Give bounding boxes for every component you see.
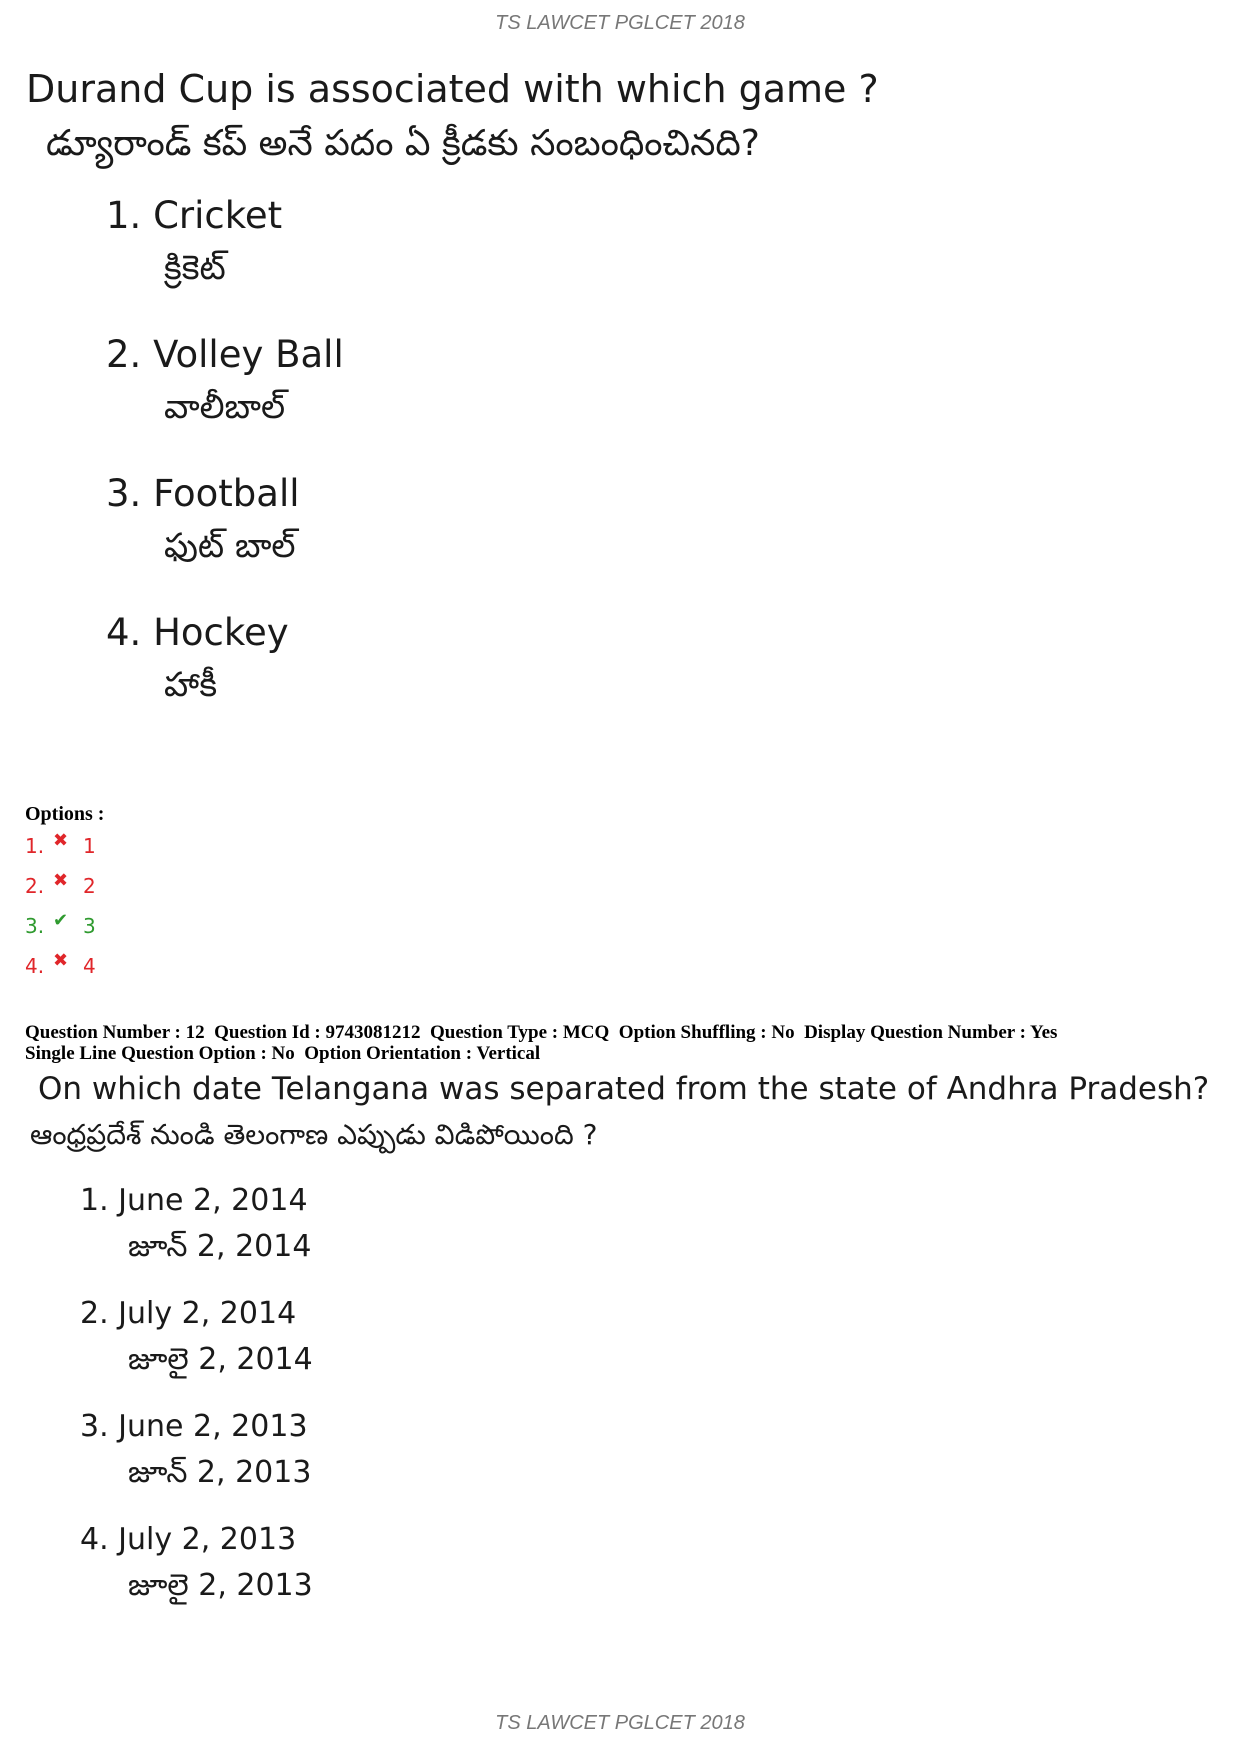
answer-option-row [25,826,104,866]
page-footer: TS LAWCET PGLCET 2018 [495,1712,745,1734]
options-label: Options : [25,803,105,825]
choice-telugu: వాలీబాల్ [164,387,286,427]
answer-option-number: 3. [25,914,45,938]
cross-icon: ✖ [53,829,69,851]
cross-icon: ✖ [53,949,69,971]
metadata-line-1: Question Number : 12 Question Id : 9743081212 Question Type : MCQ Option Shuffling : No Display Question Number : Yes [25,1022,1058,1043]
answer-option-row [25,906,104,946]
choice-telugu: హాకీ [164,665,218,705]
question-1-title-telugu: డ్యూరాండ్ కప్ అనే పదం ఏ క్రీడకు సంబంధించినది? [46,123,760,164]
question-1-choices [106,190,1216,746]
choice-english: 1. Cricket [106,194,283,237]
answer-option-row [25,866,104,906]
metadata-line-2: Single Line Question Option : No Option Orientation : Vertical [25,1043,541,1064]
answer-option-value: 1 [83,834,96,858]
answer-option-number: 2. [25,874,45,898]
check-icon: ✔ [53,909,69,931]
answer-option-number: 4. [25,954,45,978]
question-2 [30,1066,1220,1630]
question-2-choices [80,1178,1220,1630]
question-2-metadata [25,1022,1225,1064]
choice-english: 3. June 2, 2013 [80,1409,308,1444]
question-1-choice [106,190,1216,329]
question-2-choice [80,1404,1220,1517]
question-2-choice [80,1291,1220,1404]
question-1-choice [106,468,1216,607]
answer-option-row [25,946,104,986]
choice-telugu: ఫుట్ బాల్ [164,526,296,566]
answer-options [25,802,104,986]
question-2-choice [80,1517,1220,1630]
choice-telugu: జూన్ 2, 2013 [128,1455,312,1490]
choice-english: 4. Hockey [106,611,289,654]
choice-english: 1. June 2, 2014 [80,1183,308,1218]
cross-icon: ✖ [53,869,69,891]
question-2-choice [80,1178,1220,1291]
question-1-choice [106,607,1216,746]
answer-option-value: 3 [83,914,96,938]
choice-telugu: జూన్ 2, 2014 [128,1229,312,1264]
question-2-title-telugu: ఆంధ్రప్రదేశ్ నుండి తెలంగాణ ఎప్పుడు విడిపోయింది ? [30,1118,598,1151]
answer-option-value: 4 [83,954,96,978]
choice-english: 4. July 2, 2013 [80,1522,297,1557]
choice-telugu: క్రికెట్ [164,248,226,288]
page-header: TS LAWCET PGLCET 2018 [495,12,745,34]
answer-option-number: 1. [25,834,45,858]
choice-telugu: జూలై 2, 2013 [128,1568,313,1603]
question-1-title-english: Durand Cup is associated with which game ? [26,67,879,111]
question-1-choice [106,329,1216,468]
choice-telugu: జూలై 2, 2014 [128,1342,313,1377]
question-2-title-english: On which date Telangana was separated from the state of Andhra Pradesh? [38,1071,1210,1107]
choice-english: 2. July 2, 2014 [80,1296,297,1331]
choice-english: 2. Volley Ball [106,333,344,376]
answer-option-value: 2 [83,874,96,898]
choice-english: 3. Football [106,472,300,515]
question-1 [26,62,1216,746]
